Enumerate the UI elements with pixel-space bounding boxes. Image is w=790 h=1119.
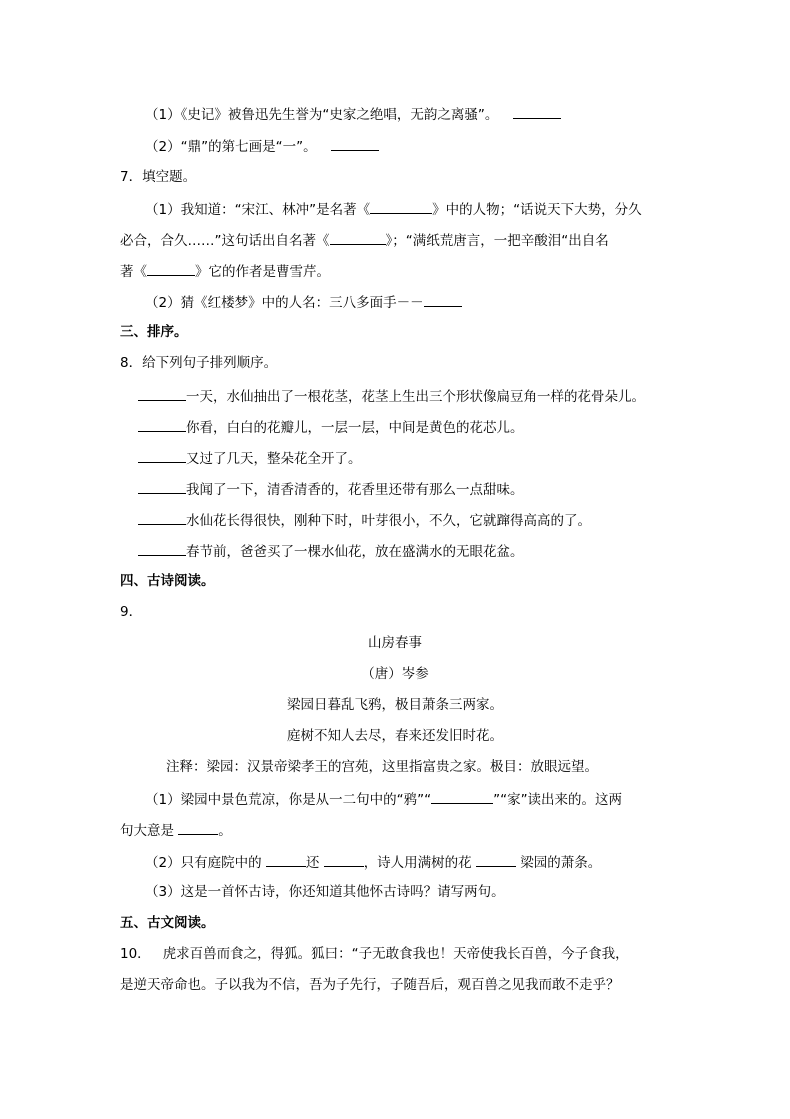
sentence-text: 一天，水仙抽出了一根花茎，花茎上生出三个形状像扁豆角一样的花骨朵儿。	[186, 389, 645, 405]
q7-item1-line1	[145, 199, 642, 219]
q10-text: 虎求百兽而食之，得狐。狐曰：“子无敢食我也！天帝使我长百兽，今子食我，	[162, 946, 629, 962]
sentence-text: 我闻了一下，清香清香的，花香里还带有那么一点甜味。	[186, 482, 524, 498]
answer-blank[interactable]	[138, 510, 186, 525]
q9-number: 9．	[120, 604, 143, 620]
q6-item2	[145, 136, 379, 156]
q8-sentence	[138, 479, 524, 499]
q9-text: ，诗人用满树的花	[363, 855, 476, 871]
q7-item2	[145, 292, 462, 312]
q9-text: 句大意是	[120, 823, 179, 839]
q8-title: 8．给下列句子排列顺序。	[120, 355, 278, 371]
q9-text: （2）只有庭院中的	[145, 855, 266, 871]
q7-text: 著《	[120, 264, 147, 280]
answer-blank[interactable]	[424, 292, 462, 307]
answer-blank[interactable]	[147, 261, 195, 276]
answer-blank[interactable]	[331, 136, 379, 151]
section-title: 五、古文阅读。	[120, 915, 215, 931]
sentence-text: 又过了几天，整朵花全开了。	[186, 451, 362, 467]
q9-sub2	[145, 852, 601, 872]
q10-line2: 是逆天帝命也。子以我为不信，吾为子先行，子随吾后，观百兽之见我而敢不走乎？	[120, 977, 620, 993]
answer-blank[interactable]	[138, 386, 186, 401]
sentence-text: 水仙花长得很快，刚种下时，叶芽很小，不久，它就蹿得高高的了。	[186, 513, 591, 529]
poem-author: （唐）岑参	[361, 666, 429, 682]
answer-blank[interactable]	[476, 852, 516, 867]
q7-text: 》；“满纸荒唐言，一把辛酸泪“出自名	[385, 233, 609, 249]
q9-text: ”“家”读出来的。这两	[493, 792, 623, 808]
q10-line1	[120, 945, 629, 963]
answer-blank[interactable]	[138, 448, 186, 463]
q8-sentence	[138, 541, 524, 561]
q7-item1-line2	[120, 230, 609, 250]
q6-item1-text: （1）《史记》被鲁迅先生誉为“史家之绝唱，无韵之离骚”。	[145, 107, 499, 123]
q7-title: 7．填空题。	[120, 169, 197, 185]
q8-sentence	[138, 417, 524, 437]
q7-text: 必合，合久……”这句话出自名著《	[120, 233, 330, 249]
q6-item1	[145, 104, 561, 124]
q9-text: 梁园的萧条。	[515, 855, 602, 871]
q8-sentence	[138, 510, 591, 530]
answer-blank[interactable]	[138, 541, 186, 556]
q7-text: （2）猜《红楼梦》中的人名：三八多面手－－	[145, 295, 424, 311]
q9-text: （1）梁园中景色荒凉，你是从一二句中的“鸦”“	[145, 792, 432, 808]
poem-line: 庭树不知人去尽，春来还发旧时花。	[287, 728, 503, 744]
section-title: 三、排序。	[120, 324, 188, 340]
section-title: 四、古诗阅读。	[120, 573, 215, 589]
q9-text: 还	[305, 855, 324, 871]
q9-sub1-line2	[120, 820, 232, 840]
answer-blank[interactable]	[513, 104, 561, 119]
q8-sentence	[138, 448, 362, 468]
q7-text: 》中的人物；“话说天下大势，分久	[432, 202, 642, 218]
answer-blank[interactable]	[138, 417, 186, 432]
poem-title: 山房春事	[368, 635, 422, 651]
answer-blank[interactable]	[178, 820, 218, 835]
answer-blank[interactable]	[324, 852, 364, 867]
q9-text: 。	[218, 823, 232, 839]
sentence-text: 春节前，爸爸买了一棵水仙花，放在盛满水的无眼花盆。	[186, 544, 524, 560]
q9-sub1-line1	[145, 789, 622, 809]
q7-text: 》它的作者是曹雪芹。	[195, 264, 330, 280]
sentence-text: 你看，白白的花瓣儿，一层一层，中间是黄色的花芯儿。	[186, 420, 524, 436]
answer-blank[interactable]	[370, 199, 432, 214]
answer-blank[interactable]	[138, 479, 186, 494]
q10-number: 10．	[120, 946, 151, 962]
q6-item2-text: （2）“鼎”的第七画是“一”。	[145, 139, 317, 155]
poem-note: 注释：梁园：汉景帝梁孝王的宫苑，这里指富贵之家。极目：放眼远望。	[166, 759, 598, 775]
q8-sentence	[138, 386, 645, 406]
answer-blank[interactable]	[266, 852, 306, 867]
q7-text: （1）我知道：“宋江、林冲”是名著《	[145, 202, 371, 218]
answer-blank[interactable]	[431, 789, 493, 804]
poem-line: 梁园日暮乱飞鸦，极目萧条三两家。	[287, 697, 503, 713]
answer-blank[interactable]	[330, 230, 386, 245]
q9-sub3: （3）这是一首怀古诗，你还知道其他怀古诗吗？请写两句。	[145, 884, 505, 900]
q7-item1-line3	[120, 261, 330, 281]
